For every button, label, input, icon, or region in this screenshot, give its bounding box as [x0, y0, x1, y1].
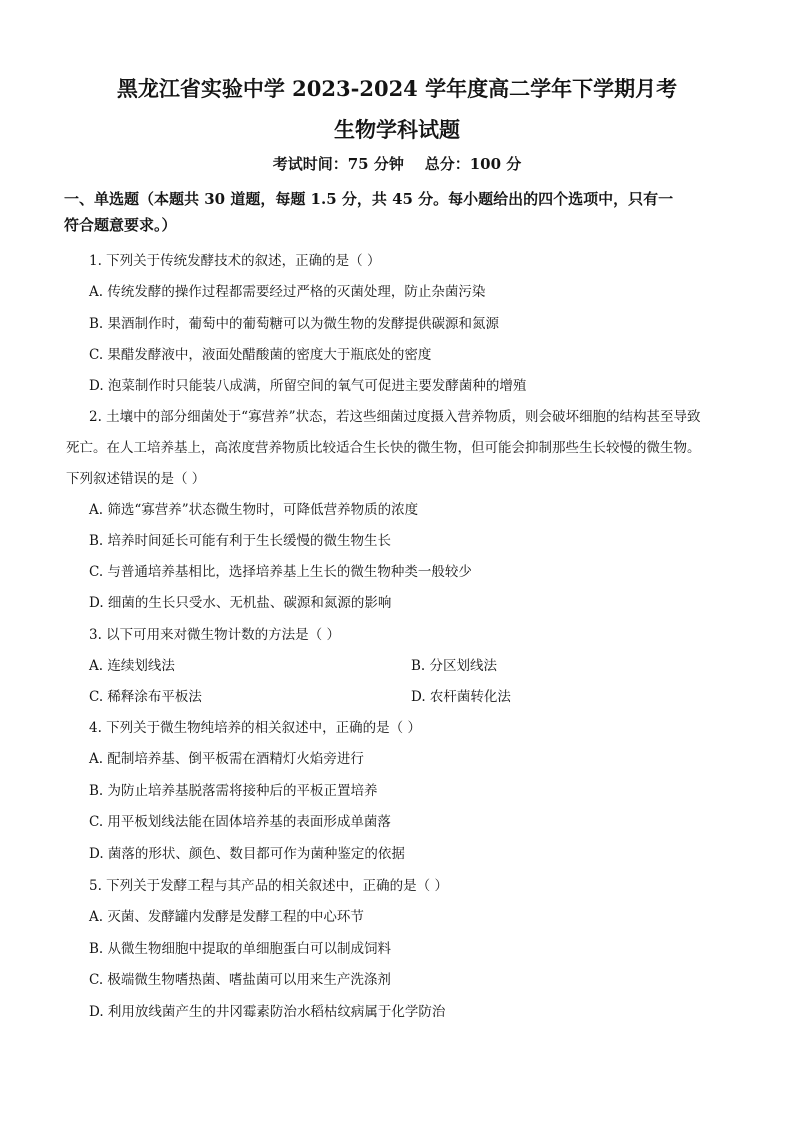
option-a: A. 筛选“寡营养”状态微生物时，可降低营养物质的浓度 [89, 502, 419, 518]
option-c: C. 用平板划线法能在固体培养基的表面形成单菌落 [89, 814, 391, 830]
page-title: 黑龙江省实验中学 2023-2024 学年度高二学年下学期月考 [116, 76, 678, 101]
option-b: B. 分区划线法 [411, 658, 498, 674]
exam-info: 考试时间：75 分钟 总分：100 分 [272, 155, 522, 173]
option-d: D. 细菌的生长只受水、无机盐、碳源和氮源的影响 [89, 595, 392, 611]
question-stem: 1. 下列关于传统发酵技术的叙述，正确的是（ ） [89, 253, 381, 269]
option-c: C. 稀释涂布平板法 [89, 689, 202, 705]
option-b: B. 为防止培养基脱落需将接种后的平板正置培养 [89, 783, 378, 799]
option-c: C. 极端微生物嗜热菌、嗜盐菌可以用来生产洗涤剂 [89, 972, 391, 988]
option-d: D. 利用放线菌产生的井冈霉素防治水稻枯纹病属于化学防治 [89, 1004, 446, 1020]
question-stem: 2. 土壤中的部分细菌处于“寡营养”状态，若这些细菌过度摄入营养物质，则会破坏细胞的结构甚至导致 [89, 409, 701, 425]
option-b: B. 培养时间延长可能有利于生长缓慢的微生物生长 [89, 533, 392, 549]
question-stem-cont: 下列叙述错误的是（ ） [66, 471, 206, 487]
option-a: A. 传统发酵的操作过程都需要经过严格的灭菌处理，防止杂菌污染 [89, 284, 486, 300]
option-c: C. 与普通培养基相比，选择培养基上生长的微生物种类一般较少 [89, 564, 472, 580]
question-stem: 3. 以下可用来对微生物计数的方法是（ ） [89, 627, 340, 643]
option-b: B. 从微生物细胞中提取的单细胞蛋白可以制成饲料 [89, 941, 392, 957]
section-heading-cont: 符合题意要求。） [64, 216, 177, 234]
question-stem-cont: 死亡。在人工培养基上，高浓度营养物质比较适合生长快的微生物，但可能会抑制那些生长较慢的微生物。 [66, 440, 701, 456]
option-a: A. 配制培养基、倒平板需在酒精灯火焰旁进行 [89, 751, 364, 767]
option-d: D. 农杆菌转化法 [411, 689, 511, 705]
question-stem: 5. 下列关于发酵工程与其产品的相关叙述中，正确的是（ ） [89, 878, 448, 894]
question-stem: 4. 下列关于微生物纯培养的相关叙述中，正确的是（ ） [89, 720, 421, 736]
option-b: B. 果酒制作时，葡萄中的葡萄糖可以为微生物的发酵提供碳源和氮源 [89, 316, 500, 332]
option-c: C. 果醋发酵液中，液面处醋酸菌的密度大于瓶底处的密度 [89, 347, 432, 363]
section-heading: 一、单选题（本题共 30 道题，每题 1.5 分，共 45 分。每小题给出的四个选项中，只有一 [64, 190, 674, 208]
page-subtitle: 生物学科试题 [334, 117, 460, 142]
option-a: A. 灭菌、发酵罐内发酵是发酵工程的中心环节 [89, 909, 364, 925]
option-a: A. 连续划线法 [89, 658, 175, 674]
option-d: D. 泡菜制作时只能装八成满，所留空间的氧气可促进主要发酵菌种的增殖 [89, 378, 527, 394]
option-d: D. 菌落的形状、颜色、数目都可作为菌种鉴定的依据 [89, 846, 405, 862]
